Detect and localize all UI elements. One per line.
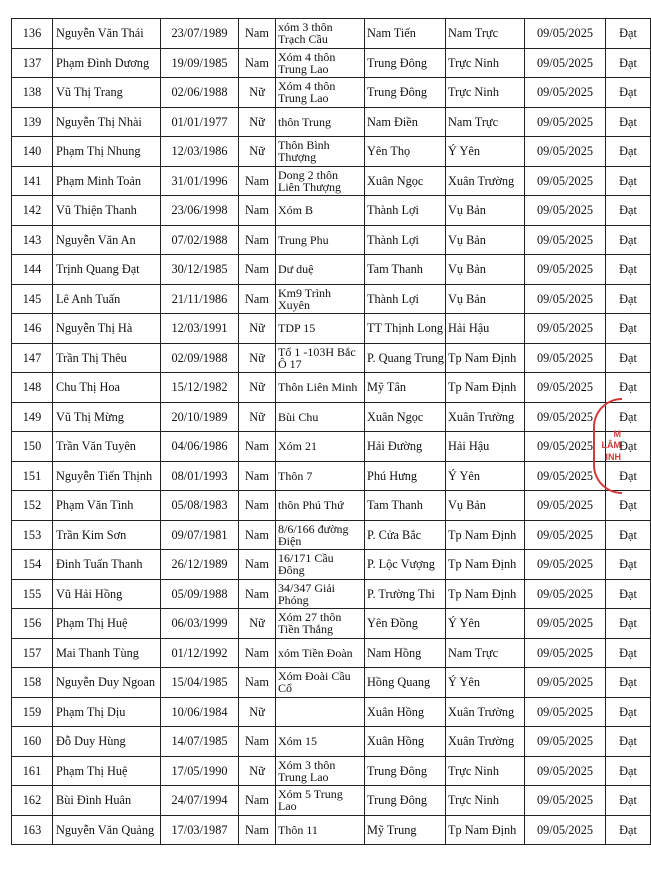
exam-date-cell: 09/05/2025	[525, 48, 606, 78]
result-cell: Đạt	[606, 579, 651, 609]
full-name-cell: Chu Thị Hoa	[53, 373, 161, 403]
gender-cell: Nữ	[239, 107, 276, 137]
date-of-birth-cell: 30/12/1985	[161, 255, 239, 285]
full-name-cell: Nguyễn Thị Nhài	[53, 107, 161, 137]
district-cell: Hải Hậu	[446, 314, 525, 344]
district-cell: Xuân Trường	[446, 697, 525, 727]
result-cell: Đạt	[606, 343, 651, 373]
table-row	[12, 166, 651, 196]
full-name-cell: Vũ Hải Hồng	[53, 579, 161, 609]
full-name-cell: Đỗ Duy Hùng	[53, 727, 161, 757]
stamp-line: LÂM	[601, 440, 621, 451]
district-cell: Nam Trực	[446, 638, 525, 668]
address-cell: thôn Phú Thứ	[276, 491, 365, 521]
district-cell: Ý Yên	[446, 668, 525, 698]
row-number-cell: 158	[12, 668, 53, 698]
exam-date-cell: 09/05/2025	[525, 402, 606, 432]
table-row	[12, 491, 651, 521]
address-cell: Xóm 4 thôn Trung Lao	[276, 48, 365, 78]
district-cell: Trực Ninh	[446, 786, 525, 816]
result-cell: Đạt	[606, 609, 651, 639]
commune-cell: Phú Hưng	[365, 461, 446, 491]
table-row	[12, 461, 651, 491]
date-of-birth-cell: 02/06/1988	[161, 78, 239, 108]
district-cell: Ý Yên	[446, 137, 525, 167]
table-row	[12, 255, 651, 285]
table-row	[12, 284, 651, 314]
row-number-cell: 156	[12, 609, 53, 639]
full-name-cell: Vũ Thiện Thanh	[53, 196, 161, 226]
commune-cell: Xuân Ngọc	[365, 402, 446, 432]
result-cell: Đạt	[606, 550, 651, 580]
address-cell: Xóm 27 thôn Tiền Thắng	[276, 609, 365, 639]
date-of-birth-cell: 01/12/1992	[161, 638, 239, 668]
result-cell: Đạt	[606, 314, 651, 344]
exam-date-cell: 09/05/2025	[525, 638, 606, 668]
full-name-cell: Vũ Thị Trang	[53, 78, 161, 108]
exam-date-cell: 09/05/2025	[525, 727, 606, 757]
date-of-birth-cell: 15/12/1982	[161, 373, 239, 403]
row-number-cell: 150	[12, 432, 53, 462]
result-cell: Đạt	[606, 756, 651, 786]
full-name-cell: Trần Thị Thêu	[53, 343, 161, 373]
gender-cell: Nam	[239, 48, 276, 78]
result-cell: Đạt	[606, 461, 651, 491]
exam-date-cell: 09/05/2025	[525, 107, 606, 137]
date-of-birth-cell: 17/03/1987	[161, 815, 239, 845]
address-cell: Xóm 4 thôn Trung Lao	[276, 78, 365, 108]
row-number-cell: 152	[12, 491, 53, 521]
commune-cell: P. Quang Trung	[365, 343, 446, 373]
table-row	[12, 579, 651, 609]
commune-cell: Mỹ Trung	[365, 815, 446, 845]
commune-cell: Xuân Ngọc	[365, 166, 446, 196]
full-name-cell: Đinh Tuấn Thanh	[53, 550, 161, 580]
district-cell: Vụ Bản	[446, 284, 525, 314]
address-cell: Xóm B	[276, 196, 365, 226]
gender-cell: Nam	[239, 196, 276, 226]
date-of-birth-cell: 07/02/1988	[161, 225, 239, 255]
result-cell: Đạt	[606, 373, 651, 403]
full-name-cell: Phạm Thị Huệ	[53, 756, 161, 786]
exam-date-cell: 09/05/2025	[525, 166, 606, 196]
district-cell: Ý Yên	[446, 461, 525, 491]
commune-cell: Trung Đông	[365, 786, 446, 816]
district-cell: Tp Nam Định	[446, 815, 525, 845]
row-number-cell: 159	[12, 697, 53, 727]
result-cell: Đạt	[606, 137, 651, 167]
address-cell: Thôn Liên Minh	[276, 373, 365, 403]
table-row	[12, 609, 651, 639]
date-of-birth-cell: 06/03/1999	[161, 609, 239, 639]
gender-cell: Nam	[239, 668, 276, 698]
district-cell: Vụ Bản	[446, 196, 525, 226]
exam-date-cell: 09/05/2025	[525, 78, 606, 108]
row-number-cell: 137	[12, 48, 53, 78]
district-cell: Xuân Trường	[446, 727, 525, 757]
full-name-cell: Vũ Thị Mừng	[53, 402, 161, 432]
date-of-birth-cell: 31/01/1996	[161, 166, 239, 196]
gender-cell: Nữ	[239, 78, 276, 108]
full-name-cell: Nguyễn Văn Thái	[53, 19, 161, 49]
results-table	[11, 18, 651, 845]
district-cell: Trực Ninh	[446, 48, 525, 78]
result-cell: Đạt	[606, 786, 651, 816]
date-of-birth-cell: 05/08/1983	[161, 491, 239, 521]
gender-cell: Nam	[239, 166, 276, 196]
full-name-cell: Phạm Minh Toản	[53, 166, 161, 196]
commune-cell: Thành Lợi	[365, 284, 446, 314]
address-cell: Tổ 1 -103H Bắc Ô 17	[276, 343, 365, 373]
exam-date-cell: 09/05/2025	[525, 432, 606, 462]
date-of-birth-cell: 01/01/1977	[161, 107, 239, 137]
result-cell: Đạt	[606, 432, 651, 462]
table-row	[12, 786, 651, 816]
commune-cell: Thành Lợi	[365, 225, 446, 255]
full-name-cell: Nguyễn Tiến Thịnh	[53, 461, 161, 491]
row-number-cell: 154	[12, 550, 53, 580]
district-cell: Vụ Bản	[446, 255, 525, 285]
exam-date-cell: 09/05/2025	[525, 815, 606, 845]
gender-cell: Nam	[239, 786, 276, 816]
commune-cell: Tam Thanh	[365, 491, 446, 521]
row-number-cell: 160	[12, 727, 53, 757]
address-cell: Xóm 5 Trung Lao	[276, 786, 365, 816]
gender-cell: Nữ	[239, 756, 276, 786]
table-row	[12, 314, 651, 344]
address-cell: Xóm 3 thôn Trung Lao	[276, 756, 365, 786]
date-of-birth-cell: 19/09/1985	[161, 48, 239, 78]
district-cell: Tp Nam Định	[446, 520, 525, 550]
commune-cell: Trung Đông	[365, 78, 446, 108]
address-cell: Dư duệ	[276, 255, 365, 285]
stamp-line: M	[613, 429, 621, 440]
full-name-cell: Phạm Thị Huệ	[53, 609, 161, 639]
address-cell: Xóm 21	[276, 432, 365, 462]
exam-date-cell: 09/05/2025	[525, 697, 606, 727]
table-row	[12, 19, 651, 49]
district-cell: Vụ Bản	[446, 225, 525, 255]
commune-cell: Xuân Hồng	[365, 727, 446, 757]
result-cell: Đạt	[606, 668, 651, 698]
date-of-birth-cell: 26/12/1989	[161, 550, 239, 580]
commune-cell: Xuân Hồng	[365, 697, 446, 727]
gender-cell: Nam	[239, 432, 276, 462]
full-name-cell: Phạm Đình Dương	[53, 48, 161, 78]
table-row	[12, 196, 651, 226]
address-cell: TDP 15	[276, 314, 365, 344]
exam-date-cell: 09/05/2025	[525, 137, 606, 167]
commune-cell: Nam Hồng	[365, 638, 446, 668]
gender-cell: Nam	[239, 284, 276, 314]
table-row	[12, 697, 651, 727]
table-row	[12, 550, 651, 580]
address-cell: 34/347 Giải Phóng	[276, 579, 365, 609]
exam-date-cell: 09/05/2025	[525, 284, 606, 314]
result-cell: Đạt	[606, 815, 651, 845]
date-of-birth-cell: 21/11/1986	[161, 284, 239, 314]
result-cell: Đạt	[606, 638, 651, 668]
exam-date-cell: 09/05/2025	[525, 786, 606, 816]
row-number-cell: 161	[12, 756, 53, 786]
full-name-cell: Nguyễn Duy Ngoan	[53, 668, 161, 698]
table-row	[12, 137, 651, 167]
address-cell: Xóm Đoài Cầu Cổ	[276, 668, 365, 698]
full-name-cell: Bùi Đình Huân	[53, 786, 161, 816]
row-number-cell: 146	[12, 314, 53, 344]
row-number-cell: 153	[12, 520, 53, 550]
exam-date-cell: 09/05/2025	[525, 491, 606, 521]
exam-date-cell: 09/05/2025	[525, 461, 606, 491]
exam-date-cell: 09/05/2025	[525, 579, 606, 609]
exam-date-cell: 09/05/2025	[525, 373, 606, 403]
full-name-cell: Lê Anh Tuấn	[53, 284, 161, 314]
district-cell: Tp Nam Định	[446, 550, 525, 580]
district-cell: Vụ Bản	[446, 491, 525, 521]
result-cell: Đạt	[606, 491, 651, 521]
address-cell: Trung Phu	[276, 225, 365, 255]
red-seal-stamp	[593, 398, 622, 494]
full-name-cell: Mai Thanh Tùng	[53, 638, 161, 668]
date-of-birth-cell: 09/07/1981	[161, 520, 239, 550]
date-of-birth-cell: 20/10/1989	[161, 402, 239, 432]
full-name-cell: Nguyễn Văn Quảng	[53, 815, 161, 845]
commune-cell: P. Cửa Bắc	[365, 520, 446, 550]
address-cell: Thôn 7	[276, 461, 365, 491]
address-cell: xóm Tiền Đoàn	[276, 638, 365, 668]
table-row	[12, 520, 651, 550]
district-cell: Nam Trực	[446, 19, 525, 49]
results-table-body	[12, 19, 651, 845]
gender-cell: Nam	[239, 550, 276, 580]
row-number-cell: 145	[12, 284, 53, 314]
district-cell: Trực Ninh	[446, 78, 525, 108]
row-number-cell: 143	[12, 225, 53, 255]
gender-cell: Nam	[239, 579, 276, 609]
result-cell: Đạt	[606, 196, 651, 226]
result-cell: Đạt	[606, 284, 651, 314]
table-row	[12, 432, 651, 462]
district-cell: Xuân Trường	[446, 166, 525, 196]
result-cell: Đạt	[606, 19, 651, 49]
result-cell: Đạt	[606, 727, 651, 757]
stamp-line: INH	[605, 451, 621, 462]
gender-cell: Nữ	[239, 402, 276, 432]
commune-cell: Nam Điền	[365, 107, 446, 137]
table-row	[12, 815, 651, 845]
commune-cell: Thành Lợi	[365, 196, 446, 226]
date-of-birth-cell: 23/06/1998	[161, 196, 239, 226]
exam-date-cell: 09/05/2025	[525, 343, 606, 373]
commune-cell: TT Thịnh Long	[365, 314, 446, 344]
full-name-cell: Phạm Văn Tình	[53, 491, 161, 521]
gender-cell: Nữ	[239, 697, 276, 727]
exam-date-cell: 09/05/2025	[525, 225, 606, 255]
gender-cell: Nữ	[239, 373, 276, 403]
table-row	[12, 727, 651, 757]
table-row	[12, 78, 651, 108]
gender-cell: Nam	[239, 255, 276, 285]
commune-cell: Trung Đông	[365, 756, 446, 786]
gender-cell: Nữ	[239, 609, 276, 639]
result-cell: Đạt	[606, 107, 651, 137]
table-row	[12, 107, 651, 137]
row-number-cell: 138	[12, 78, 53, 108]
row-number-cell: 149	[12, 402, 53, 432]
table-row	[12, 756, 651, 786]
table-row	[12, 668, 651, 698]
date-of-birth-cell: 05/09/1988	[161, 579, 239, 609]
address-cell: Thôn Bình Thượng	[276, 137, 365, 167]
result-cell: Đạt	[606, 255, 651, 285]
row-number-cell: 141	[12, 166, 53, 196]
exam-date-cell: 09/05/2025	[525, 668, 606, 698]
gender-cell: Nam	[239, 727, 276, 757]
commune-cell: Yên Đồng	[365, 609, 446, 639]
district-cell: Hải Hậu	[446, 432, 525, 462]
address-cell: Thôn 11	[276, 815, 365, 845]
address-cell: 16/171 Cầu Đông	[276, 550, 365, 580]
address-cell: xóm 3 thôn Trạch Cầu	[276, 19, 365, 49]
exam-date-cell: 09/05/2025	[525, 19, 606, 49]
district-cell: Nam Trực	[446, 107, 525, 137]
commune-cell: P. Lộc Vượng	[365, 550, 446, 580]
gender-cell: Nam	[239, 520, 276, 550]
date-of-birth-cell: 12/03/1991	[161, 314, 239, 344]
commune-cell: Mỹ Tân	[365, 373, 446, 403]
full-name-cell: Nguyễn Văn An	[53, 225, 161, 255]
result-cell: Đạt	[606, 78, 651, 108]
commune-cell: Yên Thọ	[365, 137, 446, 167]
district-cell: Tp Nam Định	[446, 343, 525, 373]
table-row	[12, 48, 651, 78]
district-cell: Xuân Trường	[446, 402, 525, 432]
row-number-cell: 163	[12, 815, 53, 845]
address-cell: Xóm 15	[276, 727, 365, 757]
full-name-cell: Phạm Thị Dịu	[53, 697, 161, 727]
row-number-cell: 155	[12, 579, 53, 609]
exam-date-cell: 09/05/2025	[525, 609, 606, 639]
commune-cell: Nam Tiến	[365, 19, 446, 49]
gender-cell: Nữ	[239, 137, 276, 167]
row-number-cell: 157	[12, 638, 53, 668]
row-number-cell: 151	[12, 461, 53, 491]
full-name-cell: Nguyễn Thị Hà	[53, 314, 161, 344]
address-cell: Dong 2 thôn Liên Thượng	[276, 166, 365, 196]
row-number-cell: 139	[12, 107, 53, 137]
date-of-birth-cell: 15/04/1985	[161, 668, 239, 698]
address-cell: thôn Trung	[276, 107, 365, 137]
date-of-birth-cell: 14/07/1985	[161, 727, 239, 757]
exam-date-cell: 09/05/2025	[525, 550, 606, 580]
exam-date-cell: 09/05/2025	[525, 756, 606, 786]
full-name-cell: Trịnh Quang Đạt	[53, 255, 161, 285]
district-cell: Tp Nam Định	[446, 579, 525, 609]
gender-cell: Nam	[239, 461, 276, 491]
date-of-birth-cell: 24/07/1994	[161, 786, 239, 816]
commune-cell: Trung Đông	[365, 48, 446, 78]
result-cell: Đạt	[606, 225, 651, 255]
table-row	[12, 402, 651, 432]
gender-cell: Nam	[239, 491, 276, 521]
row-number-cell: 162	[12, 786, 53, 816]
exam-date-cell: 09/05/2025	[525, 196, 606, 226]
district-cell: Trực Ninh	[446, 756, 525, 786]
district-cell: Ý Yên	[446, 609, 525, 639]
result-cell: Đạt	[606, 520, 651, 550]
commune-cell: Hải Đường	[365, 432, 446, 462]
date-of-birth-cell: 17/05/1990	[161, 756, 239, 786]
date-of-birth-cell: 04/06/1986	[161, 432, 239, 462]
gender-cell: Nữ	[239, 314, 276, 344]
date-of-birth-cell: 10/06/1984	[161, 697, 239, 727]
table-row	[12, 373, 651, 403]
date-of-birth-cell: 23/07/1989	[161, 19, 239, 49]
exam-date-cell: 09/05/2025	[525, 520, 606, 550]
full-name-cell: Trần Kim Sơn	[53, 520, 161, 550]
row-number-cell: 147	[12, 343, 53, 373]
result-cell: Đạt	[606, 48, 651, 78]
row-number-cell: 140	[12, 137, 53, 167]
gender-cell: Nam	[239, 815, 276, 845]
address-cell: 8/6/166 đường Điện	[276, 520, 365, 550]
table-row	[12, 343, 651, 373]
date-of-birth-cell: 08/01/1993	[161, 461, 239, 491]
exam-date-cell: 09/05/2025	[525, 255, 606, 285]
table-row	[12, 225, 651, 255]
gender-cell: Nam	[239, 638, 276, 668]
result-cell: Đạt	[606, 697, 651, 727]
date-of-birth-cell: 02/09/1988	[161, 343, 239, 373]
district-cell: Tp Nam Định	[446, 373, 525, 403]
row-number-cell: 148	[12, 373, 53, 403]
commune-cell: P. Trường Thi	[365, 579, 446, 609]
commune-cell: Hồng Quang	[365, 668, 446, 698]
address-cell: Bùi Chu	[276, 402, 365, 432]
address-cell: Km9 Trình Xuyên	[276, 284, 365, 314]
row-number-cell: 136	[12, 19, 53, 49]
gender-cell: Nữ	[239, 343, 276, 373]
gender-cell: Nam	[239, 225, 276, 255]
date-of-birth-cell: 12/03/1986	[161, 137, 239, 167]
table-row	[12, 638, 651, 668]
full-name-cell: Trần Văn Tuyên	[53, 432, 161, 462]
gender-cell: Nam	[239, 19, 276, 49]
commune-cell: Tam Thanh	[365, 255, 446, 285]
result-cell: Đạt	[606, 166, 651, 196]
exam-date-cell: 09/05/2025	[525, 314, 606, 344]
full-name-cell: Phạm Thị Nhung	[53, 137, 161, 167]
row-number-cell: 144	[12, 255, 53, 285]
address-cell	[276, 697, 365, 727]
row-number-cell: 142	[12, 196, 53, 226]
result-cell: Đạt	[606, 402, 651, 432]
